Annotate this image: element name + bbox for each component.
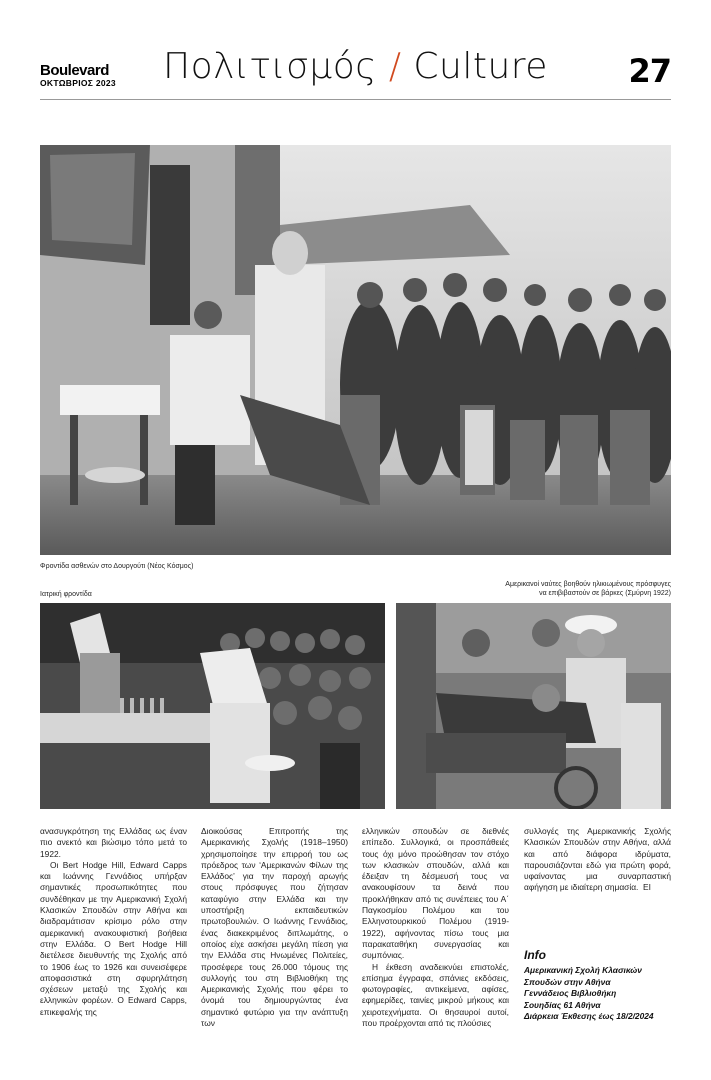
article-column-2 xyxy=(201,826,348,1029)
right-photo xyxy=(396,603,671,809)
section-title-english: Culture xyxy=(413,46,548,87)
main-photo-image xyxy=(40,145,671,555)
section-title-greek: Πολιτισμός xyxy=(163,46,377,87)
header-divider xyxy=(40,99,671,100)
left-photo xyxy=(40,603,385,809)
left-photo-caption: Ιατρική φροντίδα xyxy=(40,591,92,598)
right-photo-image xyxy=(396,603,671,809)
article-paragraph-text: συλλογές της Αμερικανικής Σχολής Κλασικών Σπουδών στην Αθήνα, αλλά και από διάφορα ιδρύματα, παρουσιάζονται εδώ για πρώτη φορά, υφαίνοντας μια συναρπαστική αφήγηση με ιδιαίτερη σημασία. xyxy=(524,826,671,893)
article-paragraph: ελληνικών σπουδών σε διεθνές επίπεδο. Συλλογικά, οι προσπάθειές τους όχι μόνο προώθησαν τον στόχο των κλασικών σπουδών, αλλά και έδειξαν τη δέσμευσή τους να ανακουφίσουν τα δεινά που προκλήθηκαν από τις συνέπειες του Α΄ Παγκοσμίου Πολέμου και του Ελληνοτουρκικού Πολέμου (1919-1922), αφήνοντας πίσω τους μια παρακαταθήκη συνεργασίας και συμπόνιας. xyxy=(362,826,509,961)
info-line: Διάρκεια Έκθεσης έως 18/2/2024 xyxy=(524,1011,654,1021)
magazine-brand: Boulevard xyxy=(40,62,109,79)
article-paragraph: Η έκθεση αναδεικνύει επιστολές, επίσημα έγγραφα, σπάνιες εκδόσεις, φωτογραφίες, αντικείμενα, αφίσες, εφημερίδες, ταινίες μικρού μήκους και χειροτεχνήματα. Οι θησαυροί αυτοί, που προέρχονται από τις πλούσιες xyxy=(362,961,509,1029)
article-paragraph: Διοικούσας Επιτροπής της Αμερικανικής Σχολής (1918–1950) χρησιμοποίησε την επιρροή του ως πρόεδρος των ‘Αμερικανών Φίλων της Ελλάδος’ για την παροχή αρωγής στους πρόσφυγες που ζήτησαν καταφύγιο στην Ελλάδα και την υποστήριξη εκπαιδευτικών πρωτοβουλιών. Ο Ιωάννης Γεννάδιος, ένας διακεκριμένος διπλωμάτης, ο οποίος είχε ασκήσει μεγάλη πίεση για την Ελλάδα στις Ηνωμένες Πολιτείες, προσέφερε τους 26.000 τόμους της συλλογής του στη Βιβλιοθήκη της Αμερικανικής Σχολής που φέρει το όνομά του δημιουργώντας ένα σημαντικό φυτώριο για την ανάπτυξη των xyxy=(201,826,348,1029)
main-photo-caption: Φροντίδα ασθενών στο Δουργούτι (Νέος Κόσμος) xyxy=(40,563,194,570)
section-title-slash: / xyxy=(388,46,402,87)
article-paragraph: ανασυγκρότηση της Ελλάδας ως έναν πιο ανεκτό και βιώσιμο τόπο μετά το 1922. xyxy=(40,826,187,859)
info-title: Info xyxy=(524,948,546,962)
right-photo-caption xyxy=(411,580,671,598)
end-mark: EΙ xyxy=(643,882,651,893)
info-line: Γεννάδειος Βιβλιοθήκη xyxy=(524,988,617,998)
section-title xyxy=(0,46,711,87)
page-number: 27 xyxy=(628,52,671,90)
info-line: Σουηδίας 61 Αθήνα xyxy=(524,999,601,1010)
article-column-1 xyxy=(40,826,187,1018)
left-photo-image xyxy=(40,603,385,809)
main-photo xyxy=(40,145,671,555)
article-column-3 xyxy=(362,826,509,1029)
issue-date: ΟΚΤΩΒΡΙΟΣ 2023 xyxy=(40,78,116,88)
article-paragraph xyxy=(524,826,671,894)
info-body xyxy=(524,965,674,1023)
article-paragraph: Οι Bert Hodge Hill, Edward Capps και Ιωάννης Γεννάδιος υπήρξαν σημαντικές προσωπικότητες που συνδέθηκαν με την Αμερικανική Σχολή Κλασικών Σπουδών στην Αθήνα και διαδραμάτισαν κρίσιμο ρόλο στην αμερικανική ανακουφιστική βοήθεια στην Ελλάδα. O Bert Hodge Hill διετέλεσε διευθυντής της Σχολής από το 1906 έως το 1926 και συνεισέφερε αποφασιστικά στη σφυρηλάτηση σχέσεων μεταξύ της Σχολής και ελληνικών φορέων. Ο Edward Capps, επικεφαλής της xyxy=(40,859,187,1017)
right-caption-line-2: να επιβιβαστούν σε βάρκες (Σμύρνη 1922) xyxy=(539,590,671,597)
info-line: Αμερικανική Σχολή Κλασικών xyxy=(524,965,642,975)
right-caption-line-1: Αμερικανοί ναύτες βοηθούν ηλικιωμένους πρόσφυγες xyxy=(505,581,671,588)
article-column-4 xyxy=(524,826,671,894)
info-line: Σπουδών στην Αθήνα xyxy=(524,976,611,987)
